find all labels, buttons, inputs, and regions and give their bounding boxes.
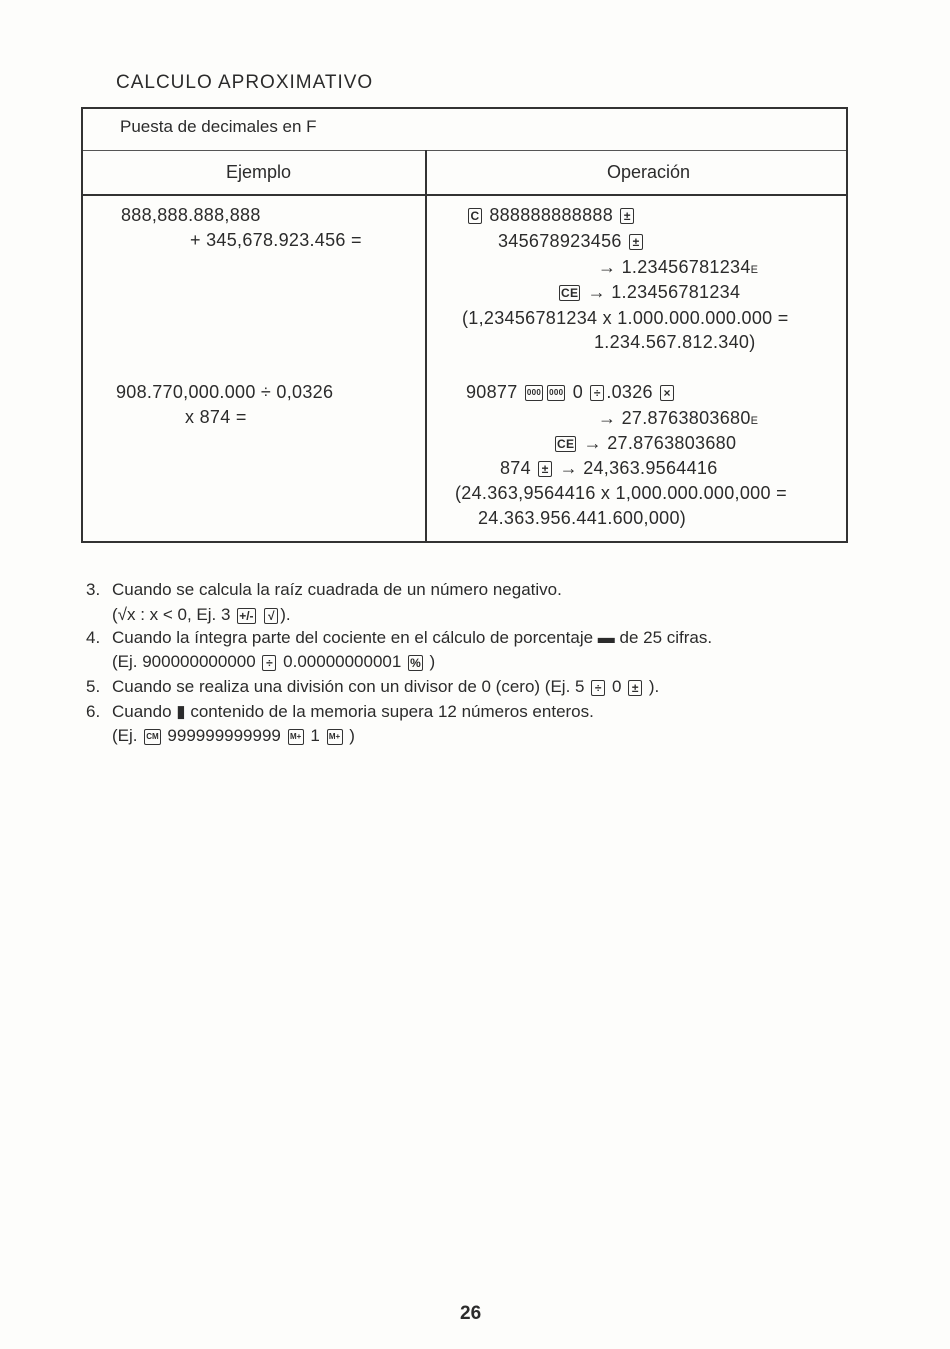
note-4-example <box>86 652 435 672</box>
note-number: 4. <box>86 628 101 647</box>
note-3 <box>86 580 562 600</box>
operation-1-step-1 <box>466 205 636 226</box>
section-title: CALCULO APROXIMATIVO <box>116 72 374 93</box>
percent-key: % <box>410 655 421 670</box>
triple-zero-key: 000 <box>547 385 565 401</box>
divide-key: ÷ <box>591 680 605 696</box>
operation-2-step-2 <box>598 408 758 429</box>
operation-2-step-3 <box>553 433 736 454</box>
result-value: 27.8763803680 <box>621 408 751 428</box>
operation-2-step-1 <box>466 382 676 403</box>
note-text: ). <box>648 677 660 696</box>
result-value: 1.23456781234 <box>621 257 751 277</box>
arrow-icon: → <box>598 257 617 277</box>
zero-digit: 0 <box>572 382 583 402</box>
plus-minus-key: ± <box>620 208 634 224</box>
note-text: ). <box>280 605 291 624</box>
divide-key: ÷ <box>590 385 604 401</box>
operation-1-explanation: (1,23456781234 x 1.000.000.000.000 = <box>462 308 789 328</box>
example-2-line-2: x 874 = <box>185 407 247 427</box>
divider <box>83 194 846 196</box>
plus-minus-key: ± <box>629 234 643 250</box>
operation-2-final: 24.363.956.441.600,000) <box>478 508 687 528</box>
page-number: 26 <box>460 1303 482 1324</box>
operation-1-step-2 <box>498 231 645 252</box>
arrow-icon: → <box>559 458 578 478</box>
input-value: 888888888888 <box>489 205 614 225</box>
note-text: (Ej. <box>112 726 138 745</box>
note-number: 6. <box>86 702 101 721</box>
input-value: 90877 <box>466 382 518 402</box>
note-5 <box>86 677 659 697</box>
clear-key: C <box>468 208 482 224</box>
operation-1-step-3 <box>598 257 758 278</box>
column-header-operation: Operación <box>607 162 691 182</box>
arrow-icon: → <box>598 408 617 428</box>
note-text: ) <box>429 652 436 671</box>
note-text: (√x : x < 0, Ej. 3 <box>112 605 231 624</box>
operation-2-explanation: (24.363,9564416 x 1,000.000.000,000 = <box>455 483 787 503</box>
result-value: 24,363.9564416 <box>583 458 718 478</box>
input-value: 874 <box>500 458 531 478</box>
example-2-line-1: 908.770,000.000 ÷ 0,0326 <box>116 382 334 402</box>
error-indicator: E <box>750 264 759 276</box>
clear-memory-key: CM <box>144 729 160 745</box>
note-text: (Ej. 900000000000 <box>112 652 256 671</box>
note-6-example <box>86 726 355 746</box>
note-text: Cuando se calcula la raíz cuadrada de un número negativo. <box>112 580 562 599</box>
table-subtitle: Puesta de decimales en F <box>120 117 317 136</box>
note-number: 5. <box>86 677 101 696</box>
equals-key: ± <box>538 461 552 477</box>
note-text: 1 <box>310 726 320 745</box>
clear-entry-key: CE <box>557 437 575 452</box>
note-number: 3. <box>86 580 101 599</box>
sign-change-key: +/- <box>239 608 254 623</box>
equals-key: ± <box>628 680 642 696</box>
note-text: Cuando la íntegra parte del cociente en el cálculo de porcentaje ▬ de 25 cifras. <box>112 628 713 647</box>
column-header-example: Ejemplo <box>226 162 292 182</box>
example-1-line-2: + 345,678.923.456 = <box>190 230 362 250</box>
note-6 <box>86 702 594 722</box>
result-value: 27.8763803680 <box>607 433 737 453</box>
result-value: 1.23456781234 <box>611 282 741 302</box>
error-indicator: E <box>750 415 759 427</box>
note-text: Cuando ▮ contenido de la memoria supera 12 números enteros. <box>112 702 594 721</box>
operation-2-step-4 <box>500 458 718 479</box>
square-root-key: √ <box>264 608 278 624</box>
arrow-icon: → <box>587 282 606 302</box>
operation-1-final: 1.234.567.812.340) <box>594 332 756 352</box>
memory-plus-key: M+ <box>288 729 304 745</box>
input-value: 345678923456 <box>498 231 622 251</box>
note-text: Cuando se realiza una división con un divisor de 0 (cero) (Ej. 5 <box>112 677 585 696</box>
divider <box>83 150 846 151</box>
decimal-value: .0326 <box>606 382 653 402</box>
note-4 <box>86 628 712 648</box>
column-divider <box>425 150 427 542</box>
clear-entry-key: CE <box>561 286 579 301</box>
memory-plus-key: M+ <box>327 729 343 745</box>
multiply-key: × <box>660 385 674 401</box>
operation-1-step-4 <box>557 282 740 303</box>
note-text: 999999999999 <box>167 726 281 745</box>
note-text: ) <box>349 726 355 745</box>
note-3-example <box>86 605 291 625</box>
divide-key: ÷ <box>262 655 276 671</box>
example-1-line-1: 888,888.888,888 <box>121 205 261 225</box>
note-text: 0 <box>611 677 622 696</box>
triple-zero-key: 000 <box>525 385 543 401</box>
arrow-icon: → <box>583 433 602 453</box>
note-text: 0.00000000001 <box>283 652 402 671</box>
